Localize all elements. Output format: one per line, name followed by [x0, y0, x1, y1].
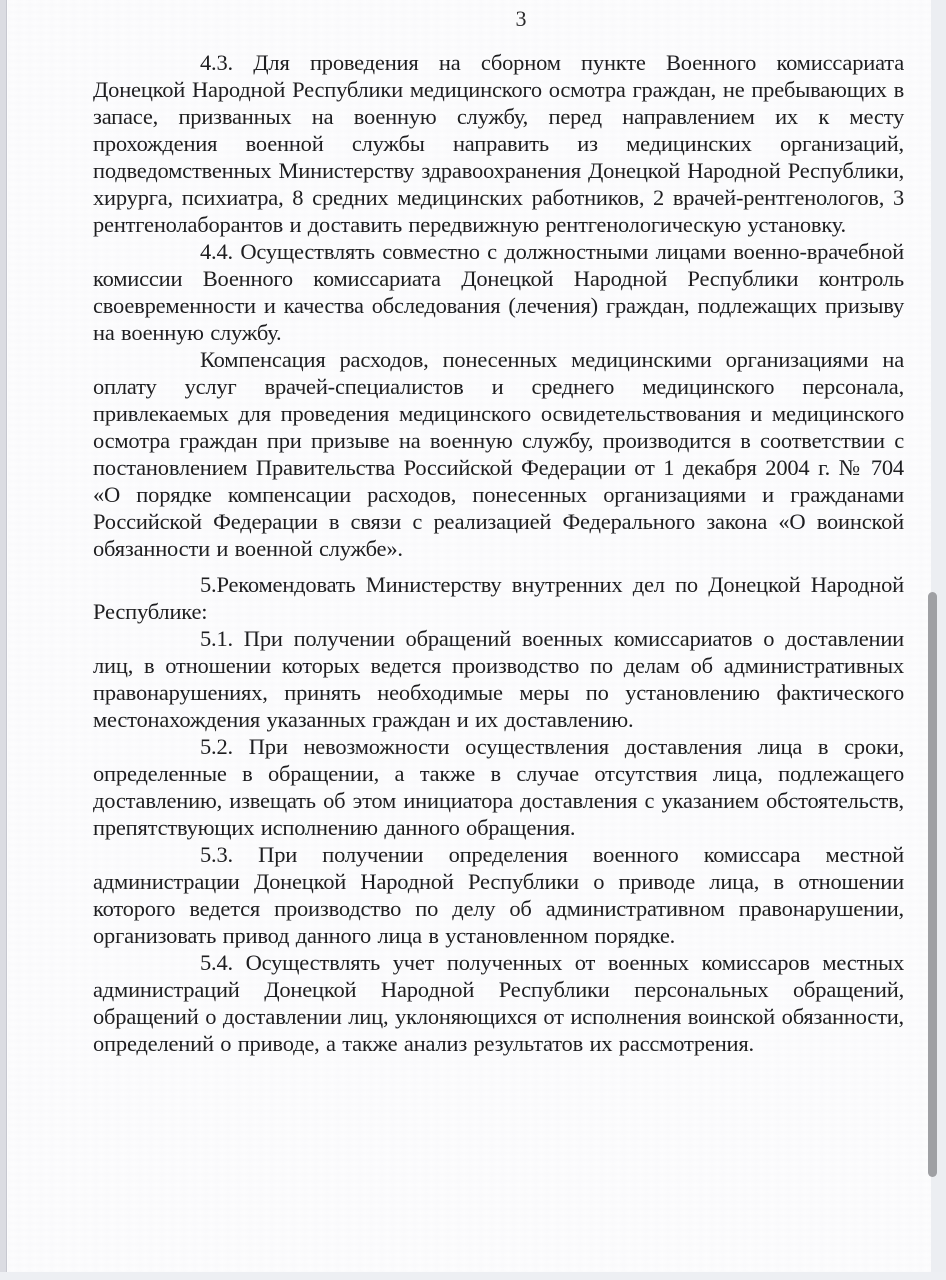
paragraph-5: 5.Рекомендовать Министерству внутренних дел по Донецкой Народной Республике: — [93, 572, 904, 624]
scrollbar-thumb[interactable] — [928, 592, 937, 1177]
bottom-page-edge — [0, 1272, 946, 1280]
paragraph-compensation: Компенсация расходов, понесенных медицинскими организациями на оплату услуг врачей-специалистов и среднего медицинского персонала, привлекаемых для проведения медицинского освидетельствования и медицинского осмотра граждан при призыве на военную службу, производится в соответствии с постановлением Правительства Российской Федерации от 1 декабря 2004 г. № 704 «О порядке компенсации расходов, понесенных организациями и гражданами Российской Федерации в связи с реализацией Федерального закона «О воинской обязанности и военной службе». — [93, 347, 904, 561]
paragraph-4-3: 4.3. Для проведения на сборном пункте Военного комиссариата Донецкой Народной Республики медицинского осмотра граждан, не пребывающих в запасе, призванных на военную службу, перед направлением их к месту прохождения военной службы направить из медицинских организаций, подведомственных Министерству здравоохранения Донецкой Народной Республики, хирурга, психиатра, 8 средних медицинских работников, 2 врачей-рентгенологов, 3 рентгенолаборантов и доставить передвижную рентгенологическую установку. — [93, 50, 904, 237]
paragraph-5-2: 5.2. При невозможности осуществления доставления лица в сроки, определенные в обращении, а также в случае отсутствия лица, подлежащего доставлению, извещать об этом инициатора доставления с указанием обстоятельств, препятствующих исполнению данного обращения. — [93, 734, 904, 840]
scanned-page — [8, 0, 931, 1272]
left-gutter — [0, 0, 7, 1280]
paragraph-5-3: 5.3. При получении определения военного комиссара местной администрации Донецкой Народной Республики о приводе лица, в отношении которого ведется производство по делу об административном правонарушении, организовать привод данного лица в установленном порядке. — [93, 842, 904, 948]
page-text — [93, 49, 904, 1057]
paragraph-5-1: 5.1. При получении обращений военных комиссариатов о доставлении лиц, в отношении которых ведется производство по делам об административных правонарушениях, принять необходимые меры по установлению фактического местонахождения указанных граждан и их доставлению. — [93, 626, 904, 732]
paragraph-4-4: 4.4. Осуществлять совместно с должностными лицами военно-врачебной комиссии Военного комиссариата Донецкой Народной Республики контроль своевременности и качества обследования (лечения) граждан, подлежащих призыву на военную службу. — [93, 239, 904, 345]
paragraph-5-4: 5.4. Осуществлять учет полученных от военных комиссаров местных администраций Донецкой Народной Республики персональных обращений, обращений о доставлении лиц, уклоняющихся от исполнения воинской обязанности, определений о приводе, а также анализ результатов их рассмотрения. — [93, 950, 904, 1056]
page-number: 3 — [515, 6, 527, 31]
